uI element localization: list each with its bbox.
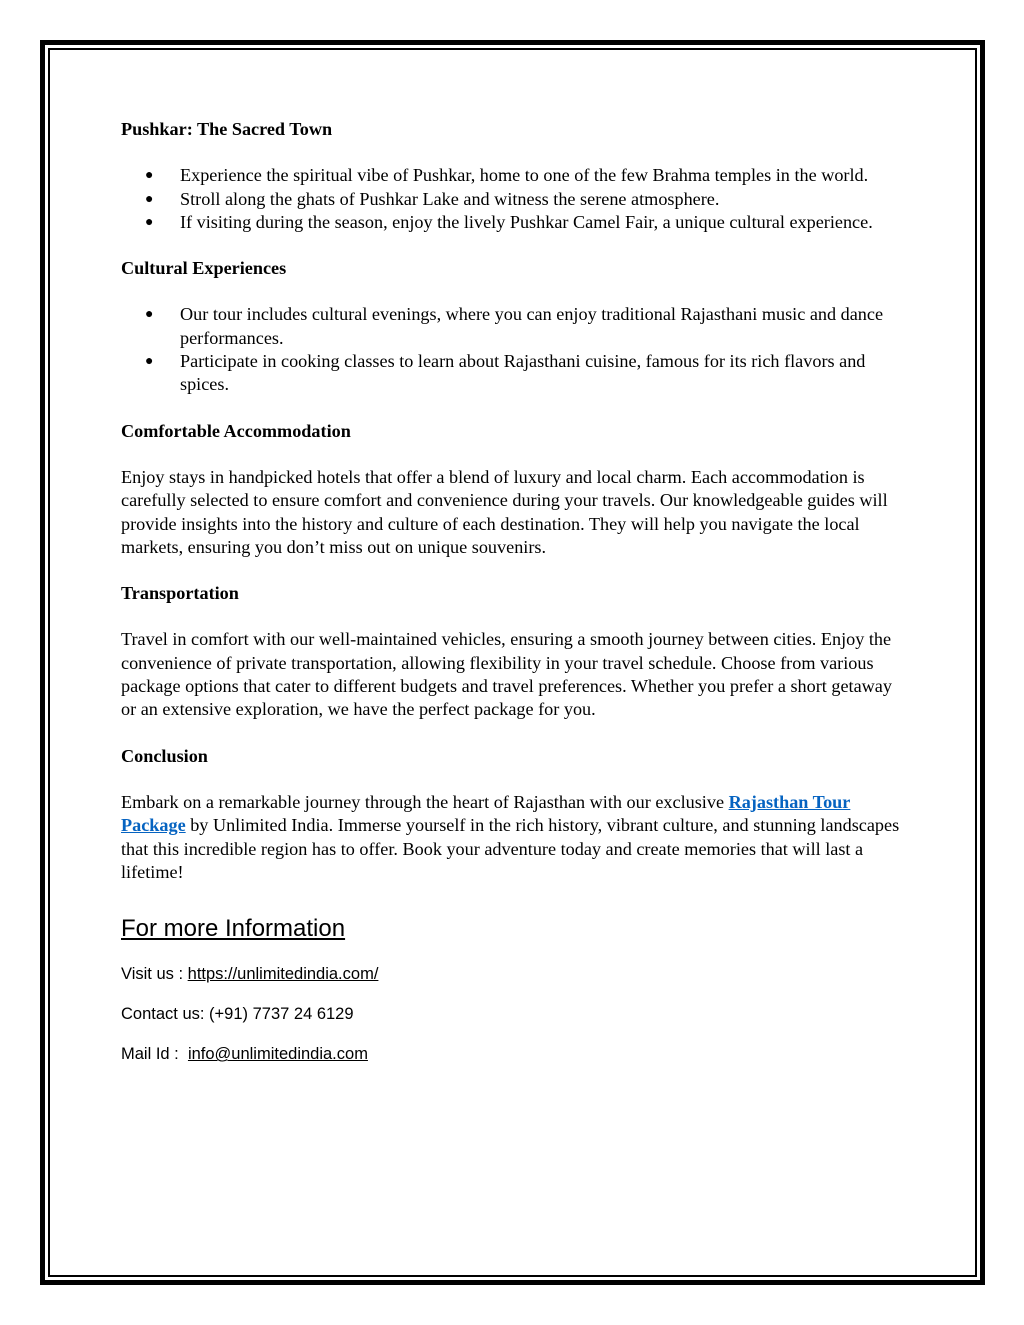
email-link[interactable]: info@unlimitedindia.com	[187, 1045, 368, 1064]
heading-accommodation: Comfortable Accommodation	[121, 420, 351, 441]
cultural-bullet-list	[121, 303, 911, 396]
website-link[interactable]: https://unlimitedindia.com/	[187, 965, 379, 984]
conclusion-text-after: by Unlimited India. Immerse yourself in the rich history, vibrant culture, and stunning landscapes that this incredible region has to offer. Book your adventure today and create memories that will last a lifetime!	[121, 815, 900, 882]
list-item-text: Experience the spiritual vibe of Pushkar, home to one of the few Brahma temples in the world.	[180, 165, 869, 186]
mail-label: Mail Id :	[121, 1045, 188, 1064]
contact-info-block	[121, 913, 911, 1065]
transportation-paragraph: Travel in comfort with our well-maintained vehicles, ensuring a smooth journey between cities. Enjoy the convenience of private transportation, allowing flexibility in your travel schedule. Choose from various package options that cater to different budgets and travel preferences. Whether you prefer a short getaway or an extensive exploration, we have the perfect package for you.	[121, 629, 892, 720]
bullet-icon: ●	[145, 354, 154, 370]
bullet-icon: ●	[145, 214, 154, 230]
conclusion-paragraph	[121, 791, 911, 884]
heading-transportation: Transportation	[121, 583, 239, 604]
bullet-icon: ●	[145, 307, 154, 323]
list-item	[121, 188, 911, 211]
pushkar-bullet-list	[121, 164, 911, 234]
heading-conclusion: Conclusion	[121, 745, 208, 766]
visit-label: Visit us :	[121, 965, 188, 984]
list-item-text: Stroll along the ghats of Pushkar Lake and witness the serene atmosphere.	[180, 188, 720, 209]
accommodation-paragraph: Enjoy stays in handpicked hotels that offer a blend of luxury and local charm. Each accommodation is carefully selected to ensure comfort and convenience during your travels. Our knowledgeable guides will provide insights into the history and culture of each destination. They will help you navigate the local markets, ensuring you don’t miss out on unique souvenirs.	[121, 466, 888, 557]
document-body	[121, 118, 911, 1065]
list-item-text: If visiting during the season, enjoy the lively Pushkar Camel Fair, a unique cultural experience.	[180, 211, 873, 232]
heading-pushkar: Pushkar: The Sacred Town	[121, 119, 333, 139]
list-item-text: Participate in cooking classes to learn about Rajasthani cuisine, famous for its rich flavors and spices.	[180, 351, 866, 395]
list-item	[121, 350, 911, 397]
visit-line	[121, 963, 911, 985]
conclusion-text-before: Embark on a remarkable journey through the heart of Rajasthan with our exclusive	[121, 791, 729, 812]
info-heading: For more Information	[121, 915, 346, 943]
list-item	[121, 164, 911, 187]
list-item	[121, 303, 911, 350]
bullet-icon: ●	[145, 191, 154, 207]
bullet-icon: ●	[145, 168, 154, 184]
contact-line: Contact us: (+91) 7737 24 6129	[121, 1005, 354, 1024]
rajasthan-tour-package-link[interactable]: Rajasthan Tour Package	[121, 791, 851, 836]
mail-line	[121, 1043, 911, 1065]
list-item-text: Our tour includes cultural evenings, where you can enjoy traditional Rajasthani music and dance performances.	[180, 304, 884, 348]
list-item	[121, 211, 911, 234]
heading-cultural-experiences: Cultural Experiences	[121, 258, 287, 279]
